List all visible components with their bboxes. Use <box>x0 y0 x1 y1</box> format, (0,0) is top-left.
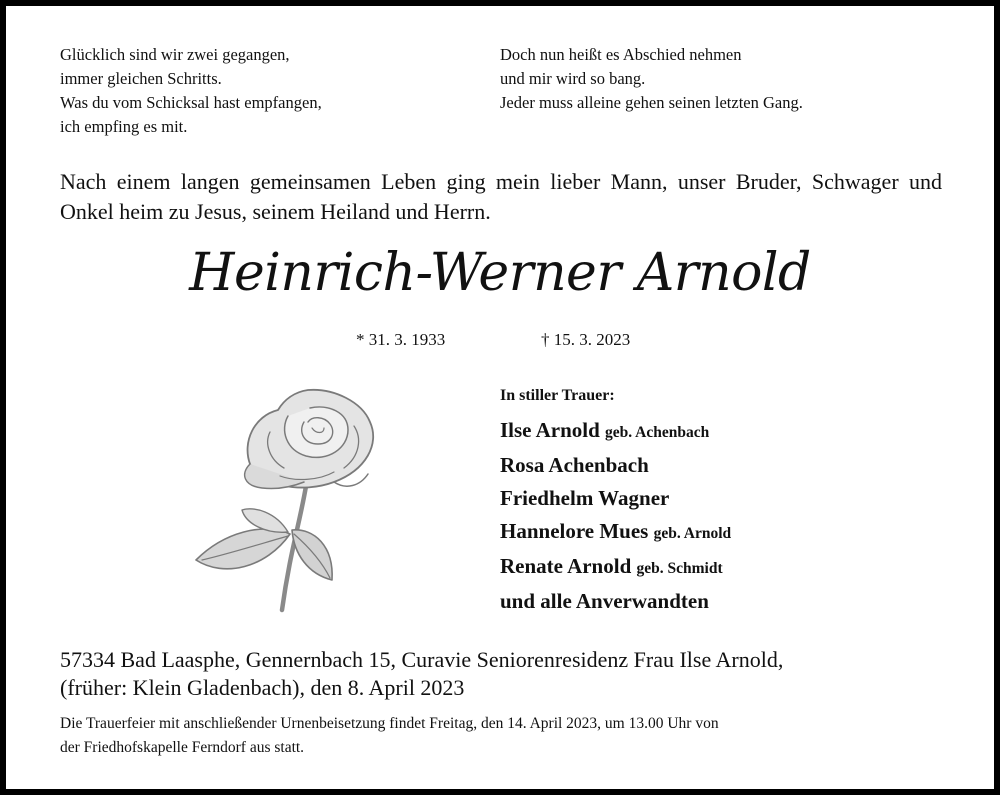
mourner <box>500 414 731 449</box>
poem-left-line: immer gleichen Schritts. <box>60 69 222 88</box>
poem-left-line: Was du vom Schicksal hast empfangen, <box>60 93 322 112</box>
rose-icon <box>184 382 384 614</box>
poem-right-line: und mir wird so bang. <box>500 69 646 88</box>
mourner-birth-name: geb. Arnold <box>653 525 732 542</box>
mourning-heading: In stiller Trauer: <box>500 387 615 404</box>
poem-left-line: ich empfing es mit. <box>60 117 188 136</box>
mourner-birth-name: geb. Achenbach <box>605 424 710 441</box>
mourners-list <box>500 384 731 618</box>
funeral-line: Die Trauerfeier mit anschließender Urnenbeisetzung findet Freitag, den 14. April 2023, um 13.00 Uhr von <box>60 715 719 732</box>
mourner-name: Renate Arnold <box>500 554 632 578</box>
mourner-name: und alle Anverwandten <box>500 589 709 613</box>
poem-left <box>60 43 322 139</box>
poem-left-line: Glücklich sind wir zwei gegangen, <box>60 45 290 64</box>
deceased-name: Heinrich-Werner Arnold <box>189 243 811 303</box>
mourner-name: Friedhelm Wagner <box>500 486 670 510</box>
funeral-line: der Friedhofskapelle Ferndorf aus statt. <box>60 739 305 756</box>
mourner-name: Rosa Achenbach <box>500 453 649 477</box>
mourner <box>500 585 731 618</box>
poem-right <box>500 43 803 115</box>
poem-right-line: Jeder muss alleine gehen seinen letzten Gang. <box>500 93 803 112</box>
intro-text: Nach einem langen gemeinsamen Leben ging mein lieber Mann, unser Bruder, Schwager und Onkel heim zu Jesus, seinem Heiland und Herrn. <box>60 169 942 224</box>
address-line: 57334 Bad Laasphe, Gennernbach 15, Curavie Seniorenresidenz Frau Ilse Arnold, <box>60 647 784 672</box>
mourner <box>500 515 731 550</box>
mourner-name: Hannelore Mues <box>500 519 649 543</box>
death-date: † 15. 3. 2023 <box>541 330 631 349</box>
mourner-birth-name: geb. Schmidt <box>636 560 723 577</box>
mourner <box>500 482 731 515</box>
address-line: (früher: Klein Gladenbach), den 8. April 2023 <box>60 675 465 700</box>
mourner <box>500 449 731 482</box>
address <box>60 646 950 702</box>
mourner-name: Ilse Arnold <box>500 418 600 442</box>
funeral-notice <box>60 712 950 760</box>
birth-date: * 31. 3. 1933 <box>356 330 446 349</box>
poem-right-line: Doch nun heißt es Abschied nehmen <box>500 45 742 64</box>
mourner <box>500 550 731 585</box>
